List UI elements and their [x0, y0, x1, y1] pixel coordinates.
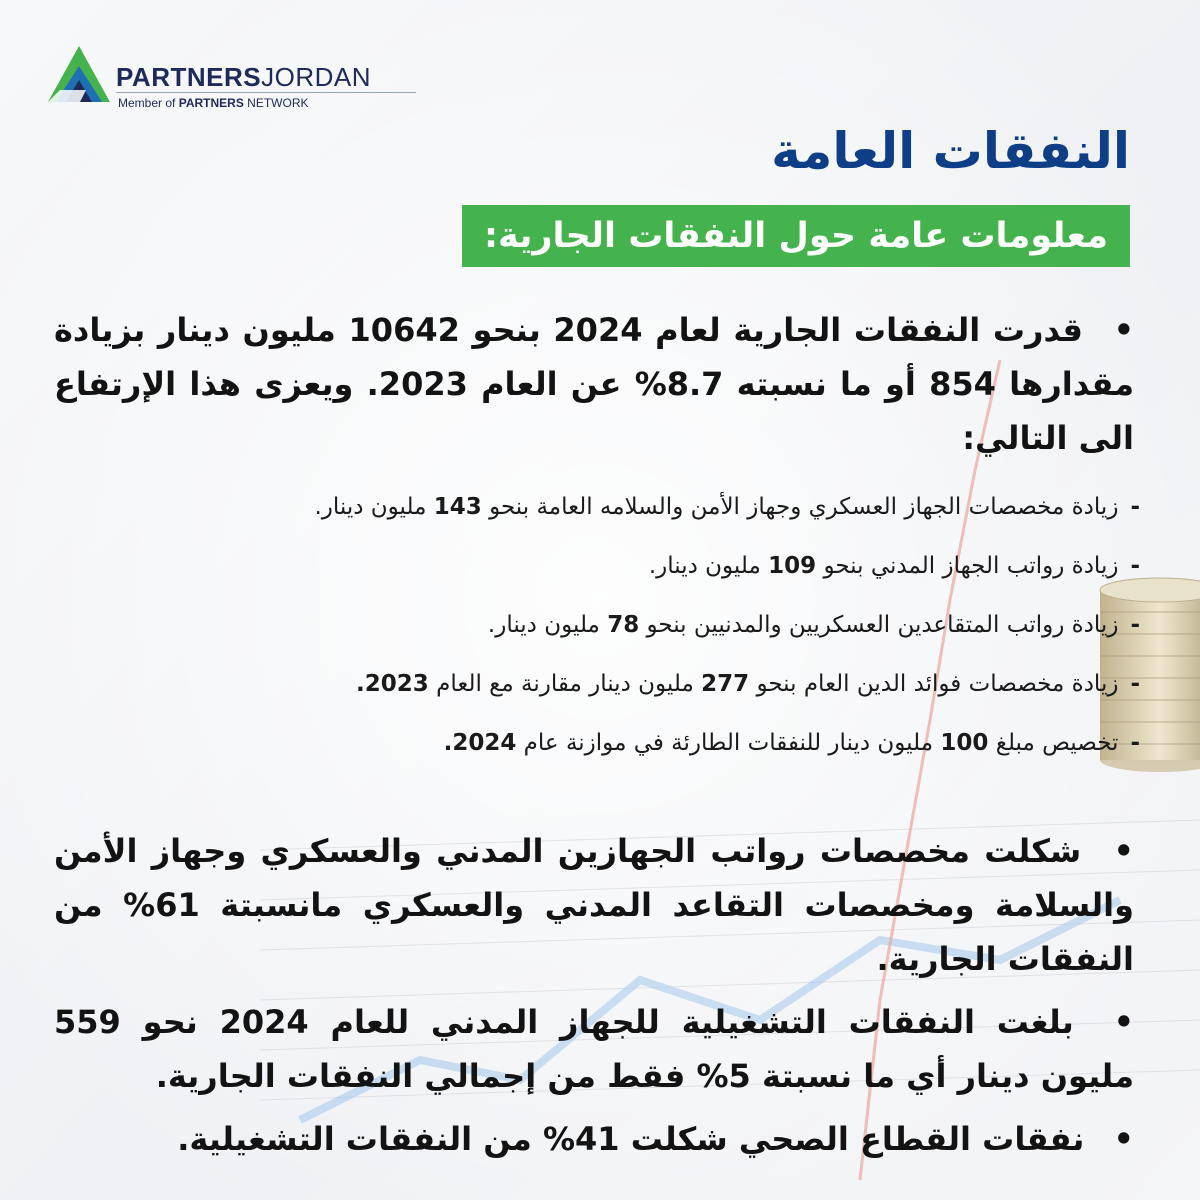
bullet-icon: •: [1113, 311, 1135, 349]
page-title: النفقات العامة: [771, 122, 1130, 180]
dash-icon: -: [1130, 671, 1140, 697]
bullet-icon: •: [1113, 1120, 1134, 1158]
section-subtitle: معلومات عامة حول النفقات الجارية:: [462, 205, 1130, 267]
dash-icon: -: [1130, 612, 1140, 638]
list-item: -زيادة رواتب الجهاز المدني بنحو 109 مليون دينار.: [648, 553, 1140, 579]
paragraph-operating-expenditure: • بلغت النفقات التشغيلية للجهاز المدني للعام 2024 نحو 559 مليون دينار أي ما نسبتة 5% فقط من إجمالي النفقات الجارية.: [54, 995, 1134, 1103]
bullet-icon: •: [1113, 1003, 1135, 1041]
list-item: -زيادة رواتب المتقاعدين العسكريين والمدنيين بنحو 78 مليون دينار.: [487, 612, 1140, 638]
paragraph-health-sector: • نفقات القطاع الصحي شكلت 41% من النفقات التشغيلية.: [54, 1112, 1134, 1166]
paragraph-salaries-share: • شكلت مخصصات رواتب الجهازين المدني والعسكري وجهاز الأمن والسلامة ومخصصات التقاعد المدني والعسكري مانسبتة 61% من النفقات الجارية.: [54, 824, 1134, 986]
logo-divider: [116, 92, 416, 93]
partners-jordan-logo: [46, 44, 386, 114]
paragraph-current-expenditure: • قدرت النفقات الجارية لعام 2024 بنحو 10642 مليون دينار بزيادة مقدارها 854 أو ما نسبته 8.7% عن العام 2023. ويعزى هذا الإرتفاع الى التالي:: [54, 303, 1134, 465]
logo-triangle-icon: [46, 44, 112, 106]
logo-wordmark: PARTNERSJORDAN: [116, 62, 371, 92]
list-item: -تخصيص مبلغ 100 مليون دينار للنفقات الطارئة في موازنة عام 2024.: [443, 730, 1140, 756]
list-item: -زيادة مخصصات فوائد الدين العام بنحو 277 مليون دينار مقارنة مع العام 2023.: [356, 671, 1140, 697]
logo-tagline: Member of PARTNERS NETWORK: [118, 96, 309, 110]
list-item: -زيادة مخصصات الجهاز العسكري وجهاز الأمن والسلامه العامة بنحو 143 مليون دينار.: [314, 494, 1140, 520]
dash-icon: -: [1130, 494, 1140, 520]
dash-icon: -: [1130, 553, 1140, 579]
increase-reasons-list: [60, 478, 1140, 773]
dash-icon: -: [1130, 730, 1140, 756]
bullet-icon: •: [1113, 832, 1134, 870]
